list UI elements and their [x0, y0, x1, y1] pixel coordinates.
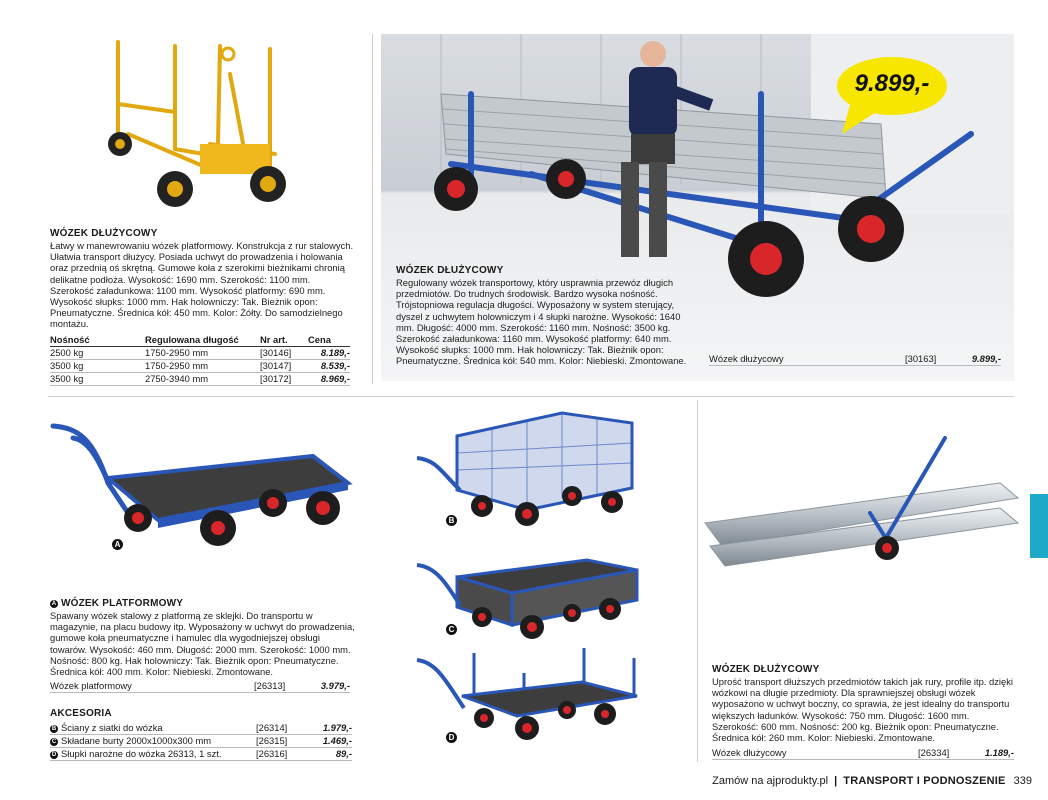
section-tab — [1030, 494, 1048, 558]
platform-cart-section — [50, 598, 355, 693]
column-header: Cena — [308, 333, 350, 347]
section-badge: A — [51, 601, 57, 607]
image-label-a: A — [111, 538, 124, 551]
mesh-cart-image — [412, 408, 642, 528]
price-table — [50, 333, 350, 386]
footer-order-text: Zamów na ajprodukty.pl — [712, 775, 829, 787]
column-header: Nośność — [50, 333, 145, 347]
product-name: Wózek dłużycowy — [712, 747, 787, 759]
image-label-c: C — [445, 623, 458, 636]
section-title-text: WÓZEK PLATFORMOWY — [61, 598, 184, 609]
accessory-badge: D — [51, 752, 57, 758]
table-cell-price: 8.969,- — [308, 372, 350, 385]
accessory-code: [26316] — [256, 748, 288, 759]
table-cell: 3500 kg — [50, 359, 145, 372]
section-title: WÓZEK DŁUŻYCOWY — [396, 265, 504, 276]
footer-section: TRANSPORT I PODNOSZENIE — [843, 775, 1006, 787]
section-description: Regulowany wózek transportowy, który usprawnia przewóz długich przedmiotów. Do trudnych środowisk. Bardzo wysoka nośność. Trójstopniowa regulacja długości. Wyposażony w system sterujący, dyszel z uchwytem holowniczym i 4 słupki narożne. Wysokość: 1640 mm. Długość: 4000 mm. Szerokość: 1160 mm. Nośność: 3500 kg. Szerokość załadunkowa: 1160 mm. Wysokość platformy: 640 mm. Wysokość słupks: 1000 mm. Hak holowniczy: Tak. Bieżnik opon: Pneumatyczne. Średnica kół: 540 mm. Kolor: Niebieski. Zmontowane. — [396, 277, 687, 367]
sidewall-cart-image — [412, 555, 642, 645]
product-row — [709, 353, 1001, 366]
image-label-d: D — [445, 731, 458, 744]
column-header: Nr art. — [260, 333, 308, 347]
accessories-section — [50, 708, 352, 761]
product-price: 3.979,- — [320, 680, 350, 692]
section-description: Łatwy w manewrowaniu wózek platformowy. Konstrukcja z rur stalowych. Ułatwia transport dłużycy. Posiada uchwyt do prowadzenia i holowania oraz przednią oś skrętną. Gumowe koła z szerokimi bieżnikami chronią delikatne podłoża. Wysokość: 1690 mm. Szerokość: 1100 mm. Szerokość załadunkowa: 1100 mm. Wysokość platformy: 690 mm. Wysokość słupks: 1000 mm. Hak holowniczy: Tak. Bieżnik opon: Pneumatyczne. Średnica kół: 450 mm. Kolor: Żółty. Do samodzielnego montażu. — [50, 240, 354, 330]
accessory-row — [50, 748, 352, 761]
accessory-badge: B — [51, 726, 57, 732]
section-description: Spawany wózek stalowy z platformą ze sklejki. Do transportu w magazynie, na placu budowy itp. Wyposażony w uchwyt do prowadzenia, gumowe koła pneumatyczne i hamulec dla wygodniejszej obsługi towarów. Wysokość: 460 mm. Długość: 2000 mm. Szerokość: 1000 mm. Nośność: 800 kg. Hak holowniczy: Tak. Bieżnik opon: Pneumatyczne. Średnica kół: 400 mm. Kolor: Niebieski. Zmontowane. — [50, 610, 355, 678]
accessory-code: [26315] — [256, 735, 288, 746]
section-description: Uprość transport dłuższych przedmiotów takich jak rury, profile itp. dzięki wózkowi na długie przedmioty. Dla sprawniejszej obsługi wózek wyposażono w uchwyt boczny, co sprawia, że jest idealny do transportu większych ładunków. Wysokość: 750 mm. Długość: 1600 mm. Szerokość: 600 mm. Nośność: 200 kg. Bieżnik opon: Pneumatyczne. Średnica kół: 260 mm. Kolor: Niebieski. Zmontowane. — [712, 676, 1013, 744]
table-row — [50, 372, 350, 385]
table-row — [50, 346, 350, 359]
product-name: Wózek dłużycowy — [709, 353, 784, 364]
accessory-name: Ściany z siatki do wózka — [61, 722, 163, 733]
blue-cart-section — [396, 265, 696, 367]
yellow-cart-image — [100, 34, 300, 214]
posts-cart-image — [412, 648, 642, 748]
accessory-badge: C — [51, 739, 57, 745]
product-price: 1.189,- — [984, 747, 1014, 759]
yellow-cart-section — [50, 228, 355, 386]
table-cell-price: 8.539,- — [308, 359, 350, 372]
product-price: 9.899,- — [971, 353, 1001, 364]
page-footer — [712, 775, 1032, 787]
product-row — [712, 747, 1014, 760]
accessory-name: Składane burty 2000x1000x300 mm — [61, 735, 212, 746]
divider-vertical-bottom — [697, 400, 698, 762]
table-cell: 1750-2950 mm — [145, 359, 260, 372]
divider-vertical-top — [372, 34, 373, 384]
table-cell-price: 8.189,- — [308, 346, 350, 359]
table-cell: [30147] — [260, 359, 308, 372]
product-code: [26334] — [918, 747, 950, 759]
accessory-name: Słupki narożne do wózka 26313, 1 szt. — [61, 748, 222, 759]
table-cell: 1750-2950 mm — [145, 346, 260, 359]
pipe-cart-image — [700, 428, 1020, 568]
image-label-b: B — [445, 514, 458, 527]
accessory-price: 89,- — [335, 748, 352, 759]
pipe-cart-section — [712, 664, 1014, 760]
accessory-code: [26314] — [256, 722, 288, 733]
section-title: WÓZEK DŁUŻYCOWY — [50, 228, 158, 239]
page-number: 339 — [1013, 775, 1032, 787]
table-cell: [30146] — [260, 346, 308, 359]
accessory-row — [50, 722, 352, 735]
column-header: Regulowana długość — [145, 333, 260, 347]
table-cell: 2750-3940 mm — [145, 372, 260, 385]
price-bubble — [836, 56, 948, 114]
footer-separator: | — [834, 775, 838, 787]
accessory-row — [50, 735, 352, 748]
table-cell: 3500 kg — [50, 372, 145, 385]
section-title: WÓZEK DŁUŻYCOWY — [712, 664, 820, 675]
table-cell: 2500 kg — [50, 346, 145, 359]
blue-cart-photo — [381, 34, 1014, 381]
product-code: [30163] — [905, 353, 937, 364]
table-row — [50, 359, 350, 372]
price-bubble-text: 9.899,- — [854, 70, 930, 97]
divider-horizontal — [48, 396, 1014, 397]
product-name: Wózek platformowy — [50, 680, 132, 692]
accessory-price: 1.469,- — [322, 735, 352, 746]
product-row — [50, 680, 350, 693]
table-cell: [30172] — [260, 372, 308, 385]
section-title: AKCESORIA — [50, 708, 112, 719]
accessory-price: 1.979,- — [322, 722, 352, 733]
product-code: [26313] — [254, 680, 286, 692]
platform-cart-image — [48, 408, 358, 558]
section-title — [50, 598, 355, 609]
